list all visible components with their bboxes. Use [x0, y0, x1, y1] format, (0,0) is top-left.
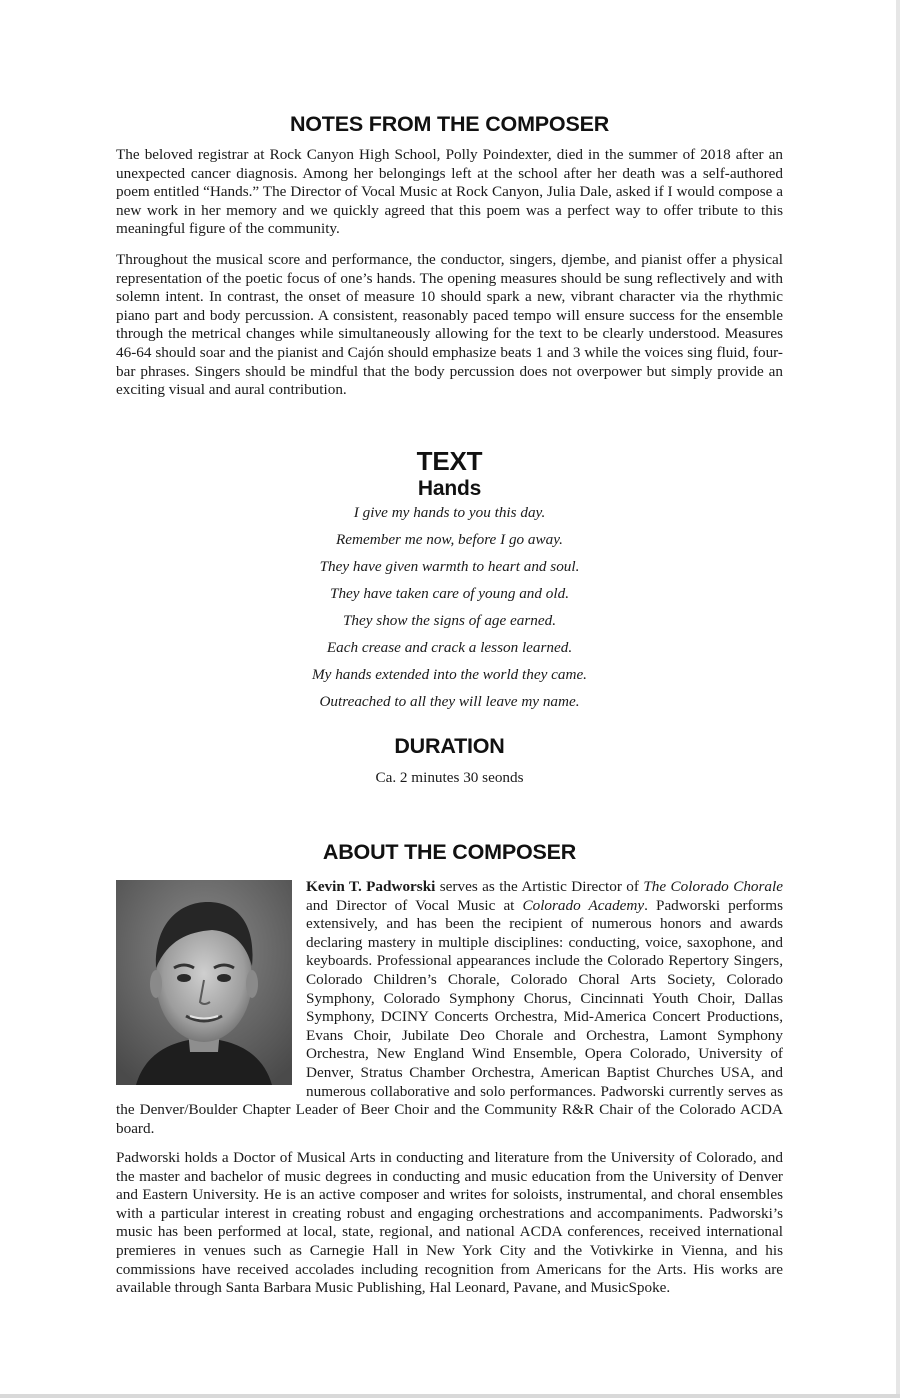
text-title: TEXT: [416, 446, 483, 476]
poem-line: They show the signs of age earned.: [342, 612, 557, 629]
notes-section-header: [116, 112, 783, 137]
notes-paragraph-1: The beloved registrar at Rock Canyon High School, Polly Poindexter, died in the summer of 2018 after an unexpected cancer diagnosis. Among her belongings left at the school after her death was a self-authored poem entitled “Hands.” The Director of Vocal Music at Rock Canyon, Julia Dale, asked if I would compose a new work in her memory and we quickly agreed that this poem was a perfect way to offer tribute to this meaningful figure of the community.: [116, 146, 783, 238]
poem-title-block: [116, 477, 783, 501]
poem-line: They have taken care of young and old.: [330, 585, 569, 602]
duration-block: [116, 769, 783, 788]
photo-spacer: [116, 878, 306, 1101]
poem-line: My hands extended into the world they came.: [312, 666, 587, 683]
poem-line: Each crease and crack a lesson learned.: [326, 639, 573, 656]
poem-line: Remember me now, before I go away.: [336, 531, 563, 548]
about-paragraph-1-block: [116, 878, 783, 1138]
composer-name: Kevin T. Padworski: [306, 878, 436, 895]
about-paragraph-2-block: [116, 1149, 783, 1298]
poem: [116, 503, 783, 719]
notes-paragraph-2-block: [116, 251, 783, 400]
poem-line: They have given warmth to heart and soul.: [319, 558, 580, 575]
duration-section-header: [116, 734, 783, 759]
page-edge-bottom: [0, 1394, 900, 1398]
poem-title: Hands: [417, 477, 482, 500]
about-text-b: and Director of Vocal Music at: [306, 896, 523, 914]
duration-title: DURATION: [394, 734, 505, 758]
about-section-header: [116, 840, 783, 865]
poem-line: Outreached to all they will leave my name.: [319, 693, 580, 710]
about-paragraph-2: Padworski holds a Doctor of Musical Arts in conducting and literature from the University of Colorado, and the master and bachelor of music degrees in conducting and music education from the University of Denver and Eastern University. He is an active composer and writes for soloists, instrumental, and choral ensembles with a particular interest in creating robust and engaging orchestrations and accompaniments. Padworski’s music has been performed at local, state, regional, and national ACDA conferences, received international premieres in venues such as Carnegie Hall in New York City and the Votivkirke in Vienna, and his commissions have received accolades including recognition from Americans for the Arts. His works are available through Santa Barbara Music Publishing, Hal Leonard, Pavane, and MusicSpoke.: [116, 1149, 783, 1297]
about-text-c: . Padworski performs extensively, and has been the recipient of numerous honors and awards declaring mastery in multiple disciplines: conducting, voice, saxophone, and keyboards. Professional appearances include the Colorado Repertory Singers, Colorado Children’s Chorale, Colorado Choral Arts Society, Colorado Symphony, Colorado Symphony Chorus, Cincinnati Youth Choir, Dallas Symphony, DCINY Concerts Orchestra, Mid-America Concert Productions, Evans Choir, Jubilate Deo Chorale and Orchestra, Lamont Symphony Orchestra, New England Wind Ensemble, Opera Colorado, University of Denver, Stratus Chamber Orchestra, American Baptist Churches USA, and numerous collaborative and solo performances. Padworski currently serves as the Denver/Boulder Chapter Leader of Beer Choir and the Community R&R Chair of the Colorado ACDA board.: [116, 896, 783, 1137]
notes-paragraph-1-block: [116, 146, 783, 239]
duration-value: Ca. 2 minutes 30 seonds: [375, 769, 524, 786]
organization-name: Colorado Academy: [522, 896, 645, 914]
notes-title: NOTES FROM THE COMPOSER: [289, 112, 610, 136]
text-section-header: [116, 446, 783, 477]
about-paragraph-1: [116, 878, 783, 1138]
about-text-a: serves as the Artistic Director of: [435, 878, 644, 895]
organization-name: The Colorado Chorale: [643, 878, 783, 895]
about-title: ABOUT THE COMPOSER: [322, 840, 577, 864]
notes-paragraph-2: Throughout the musical score and performance, the conductor, singers, djembe, and pianist offer a physical representation of the poetic focus of one’s hands. The opening measures should be sung reflectively and with solemn intent. In contrast, the onset of measure 10 should spark a new, vibrant character via the rhythmic piano part and body percussion. A consistent, reasonably paced tempo will ensure success for the ensemble through the metrical changes while simultaneously allowing for the text to be clearly understood. Measures 46-64 should soar and the pianist and Cajón should emphasize beats 1 and 3 while the voices sing fluid, four-bar phrases. Singers should be mindful that the body percussion does not overpower but simply provide an exciting visual and aural contribution.: [116, 251, 783, 399]
poem-line: I give my hands to you this day.: [353, 504, 546, 521]
page-edge-right: [896, 0, 900, 1398]
